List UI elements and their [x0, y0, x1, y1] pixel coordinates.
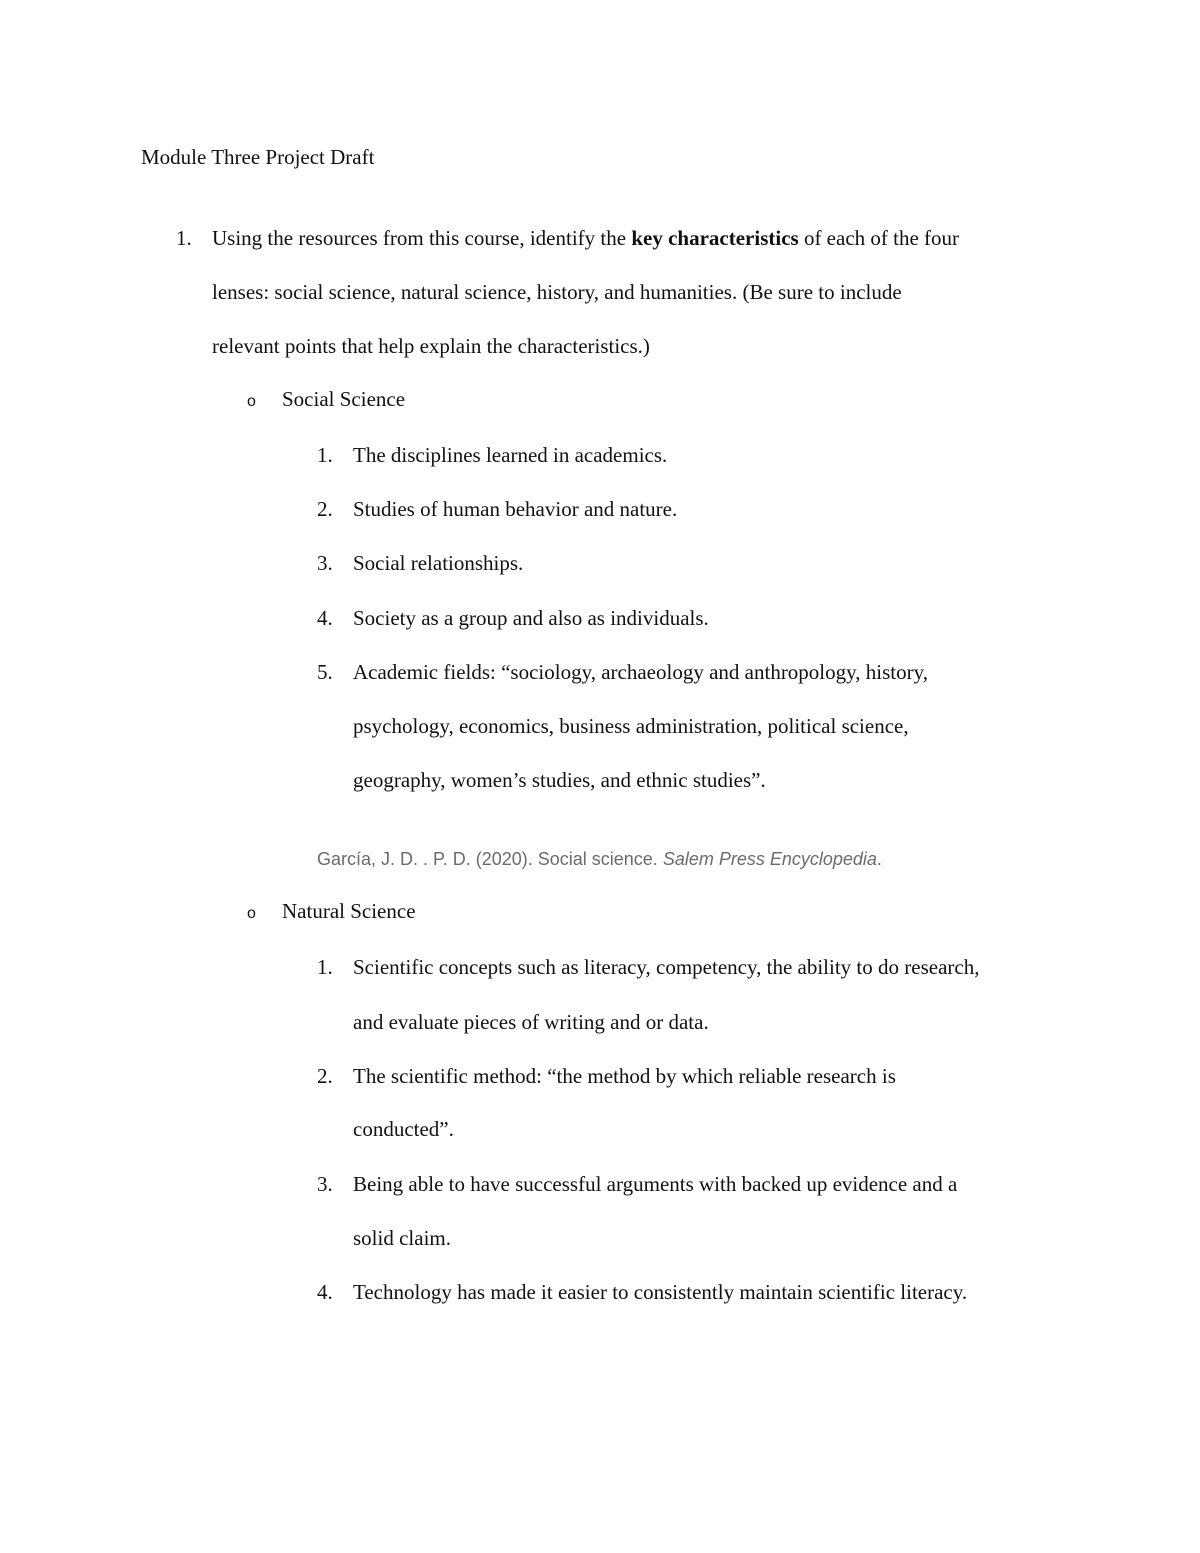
social-science-heading: Social Science — [282, 387, 406, 411]
list-item-number: 2. — [317, 497, 333, 521]
citation-text: García, J. D. . P. D. (2020). Social science. — [317, 849, 663, 869]
list-item-text: Studies of human behavior and nature. — [353, 497, 678, 521]
list-item-text: Social relationships. — [353, 551, 524, 575]
list-item-text: Academic fields: “sociology, archaeology and anthropology, history, — [353, 660, 928, 684]
list-item-number: 3. — [317, 551, 333, 575]
bullet-marker: o — [247, 393, 256, 410]
question-text: Using the resources from this course, identify the — [212, 226, 632, 250]
citation-source: Salem Press Encyclopedia — [662, 849, 877, 869]
list-item-number: 2. — [317, 1064, 333, 1088]
list-item-number: 1. — [317, 443, 333, 467]
list-item-number: 4. — [317, 1280, 333, 1304]
list-item-text: Society as a group and also as individuals. — [353, 606, 709, 630]
list-item-text: geography, women’s studies, and ethnic studies”. — [353, 768, 766, 792]
bullet-marker: o — [247, 905, 256, 922]
list-item-number: 3. — [317, 1172, 333, 1196]
question-bold-text: key characteristics — [631, 226, 799, 250]
list-item-number: 5. — [317, 660, 333, 684]
question-line-2: lenses: social science, natural science, history, and humanities. (Be sure to include — [212, 280, 902, 304]
list-item-text: Scientific concepts such as literacy, competency, the ability to do research, — [353, 955, 980, 979]
list-item-text: and evaluate pieces of writing and or data. — [353, 1010, 709, 1034]
list-item-number: 1. — [317, 955, 333, 979]
citation — [317, 845, 882, 873]
list-item-text: Being able to have successful arguments with backed up evidence and a — [353, 1172, 958, 1196]
list-item-text: Technology has made it easier to consistently maintain scientific literacy. — [353, 1280, 968, 1304]
list-item-text: solid claim. — [353, 1226, 451, 1250]
question-line-1 — [212, 224, 959, 252]
question-text: of each of the four — [798, 226, 960, 250]
document-title: Module Three Project Draft — [141, 145, 375, 169]
list-item-number: 4. — [317, 606, 333, 630]
question-number: 1. — [176, 226, 192, 250]
question-line-3: relevant points that help explain the characteristics.) — [212, 334, 650, 358]
natural-science-heading: Natural Science — [282, 899, 416, 923]
list-item-text: psychology, economics, business administration, political science, — [353, 714, 909, 738]
list-item-text: The disciplines learned in academics. — [353, 443, 668, 467]
list-item-text: conducted”. — [353, 1117, 454, 1141]
list-item-text: The scientific method: “the method by which reliable research is — [353, 1064, 896, 1088]
citation-end: . — [876, 849, 882, 869]
